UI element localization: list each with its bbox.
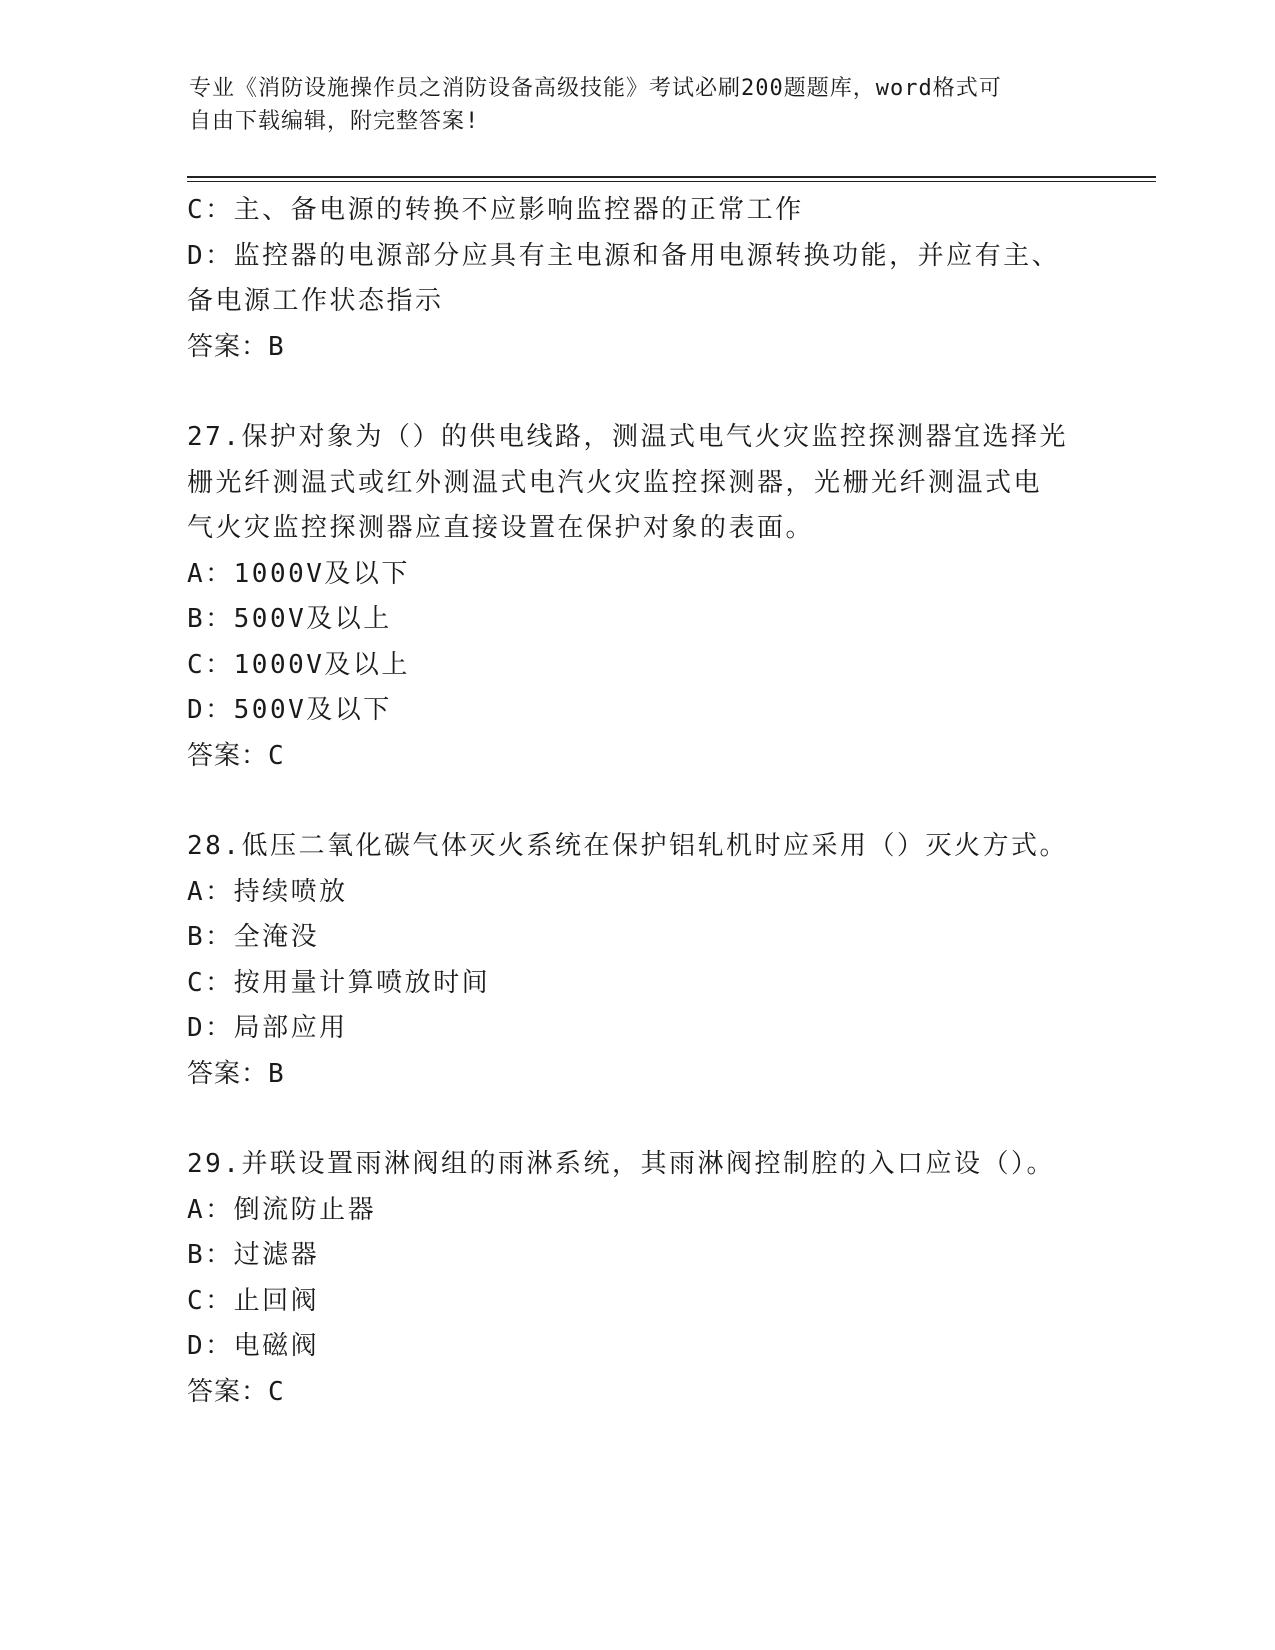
question-stem: 27.保护对象为（）的供电线路，测温式电气火灾监控探测器宜选择光 [187,422,1068,452]
question-27 [187,415,1087,779]
header-line-1: 专业《消防设施操作员之消防设备高级技能》考试必刷200题题库，word格式可 [189,76,1002,101]
option-a: A：倒流防止器 [187,1194,377,1225]
option-d: D：局部应用 [187,1013,348,1043]
option-b: B：全淹没 [187,922,320,952]
option-d: D：监控器的电源部分应具有主电源和备用电源转换功能，并应有主、 [187,240,1061,271]
option-c: C：按用量计算喷放时间 [187,967,491,998]
question-stem: 29.并联设置雨淋阀组的雨淋系统，其雨淋阀控制腔的入口应设（）。 [187,1149,1055,1179]
answer: 答案：C [187,1376,285,1407]
option-b: B：500V及以上 [187,604,392,634]
header-divider-thick [187,176,1156,178]
question-list [187,188,1087,1415]
spacer [187,1097,1087,1142]
spacer [187,779,1087,824]
question-stem-continued: 栅光纤测温式或红外测温式电汽火灾监控探测器，光栅光纤测温式电 [187,467,1043,498]
question-28 [187,824,1087,1097]
document-header [189,72,1089,138]
spacer [187,370,1087,415]
answer: 答案：B [187,331,285,362]
option-c: C：止回阀 [187,1285,320,1316]
option-d: D：500V及以下 [187,695,392,725]
option-c: C：主、备电源的转换不应影响监控器的正常工作 [187,195,804,225]
question-26-continued [187,188,1087,370]
header-divider-thin [187,181,1156,182]
option-d: D：电磁阀 [187,1331,320,1361]
option-b: B：过滤器 [187,1240,320,1270]
option-a: A：持续喷放 [187,876,348,907]
option-d-continued: 备电源工作状态指示 [187,286,444,316]
option-c: C：1000V及以上 [187,649,410,680]
question-stem: 28.低压二氧化碳气体灭火系统在保护铝轧机时应采用（）灭火方式。 [187,831,1068,861]
option-a: A：1000V及以下 [187,558,410,589]
header-line-2: 自由下载编辑，附完整答案! [189,109,480,134]
question-29 [187,1142,1087,1415]
answer: 答案：C [187,740,285,771]
question-stem-continued: 气火灾监控探测器应直接设置在保护对象的表面。 [187,513,815,543]
answer: 答案：B [187,1058,285,1089]
